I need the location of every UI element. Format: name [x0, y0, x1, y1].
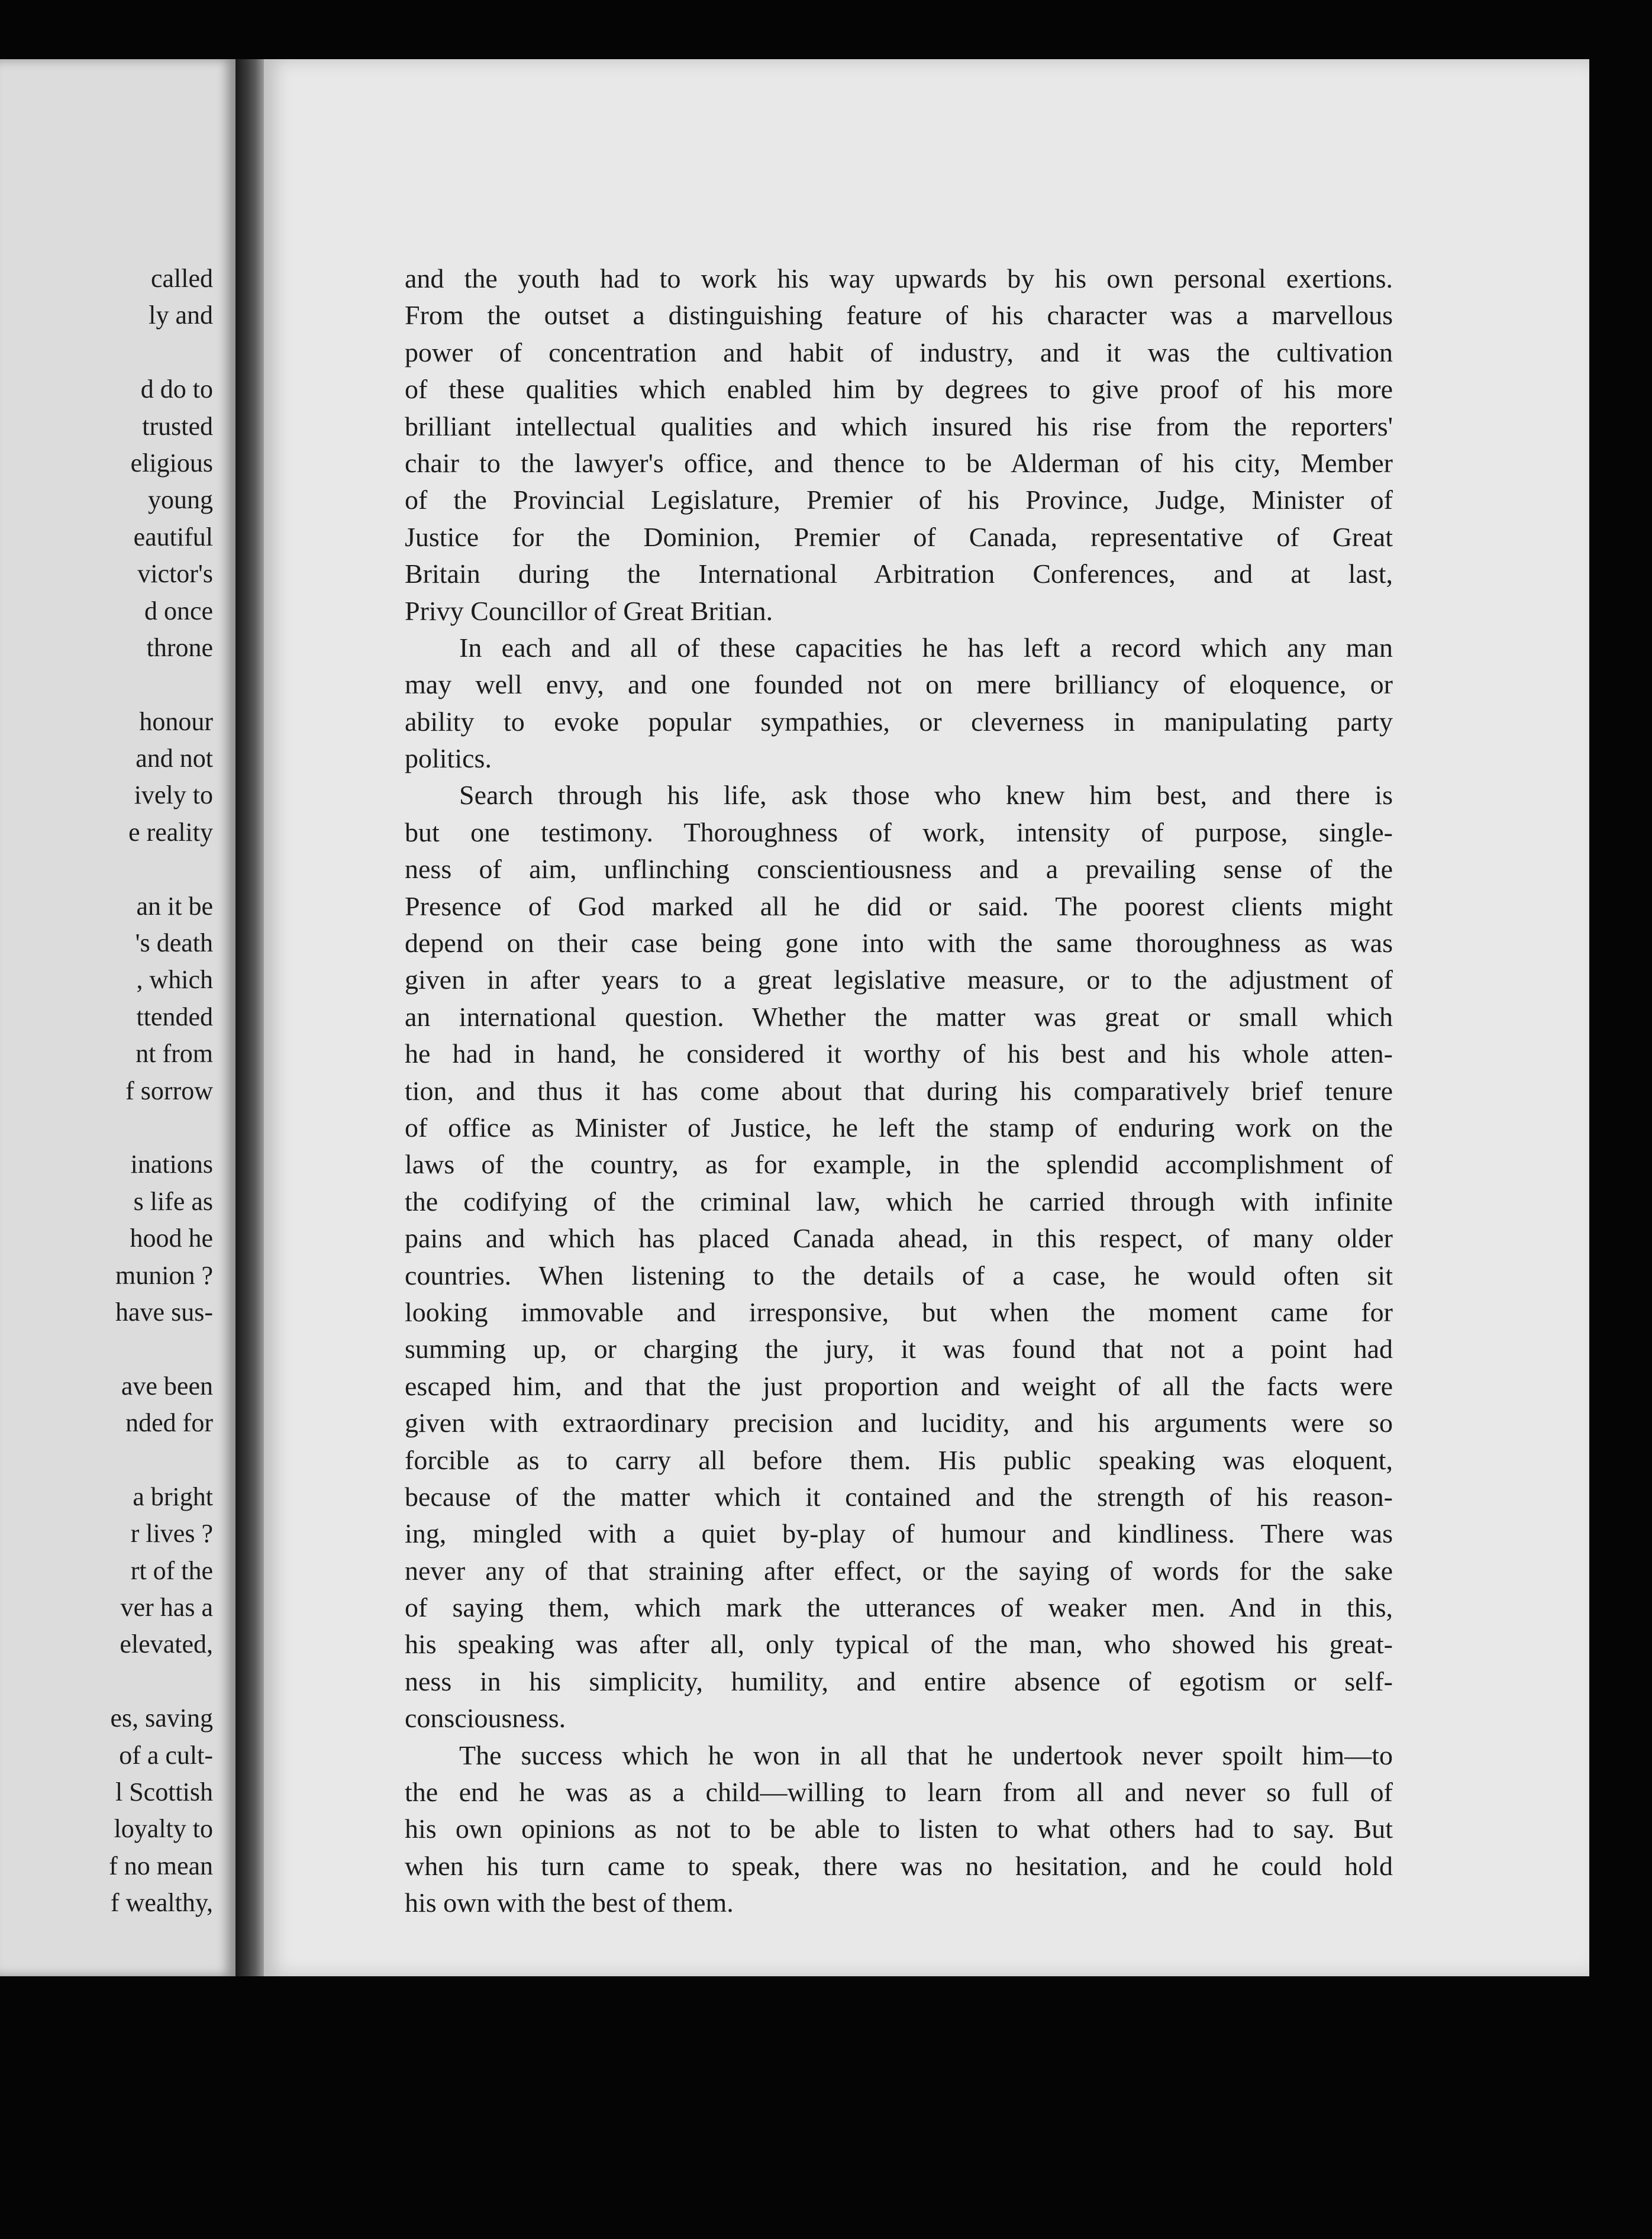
left-page-line: young — [148, 485, 213, 515]
left-page-line — [0, 1331, 213, 1367]
text-line: ability to evoke popular sympathies, or cleverness in manipulating party — [405, 706, 1393, 737]
left-page-line: a bright — [133, 1482, 213, 1511]
left-page-line: nded for — [125, 1408, 213, 1438]
left-page-line: of a cult- — [119, 1740, 213, 1770]
left-page-edge — [0, 59, 235, 1976]
left-page-line — [0, 1442, 213, 1479]
text-line: politics. — [405, 743, 492, 774]
text-line: given with extraordinary precision and lucidity, and his arguments were so — [405, 1408, 1393, 1438]
left-page-line: ly and — [149, 301, 213, 330]
left-page-line: r lives ? — [130, 1519, 213, 1548]
text-line: Presence of God marked all he did or said. The poorest clients might — [405, 891, 1393, 921]
left-page-line: d once — [144, 596, 213, 625]
text-line: pains and which has placed Canada ahead, in this respect, of many older — [405, 1223, 1393, 1254]
text-line: his own with the best of them. — [405, 1888, 734, 1918]
left-page-line: l Scottish — [115, 1777, 213, 1807]
text-line: countries. When listening to the details of a case, he would often sit — [405, 1260, 1393, 1291]
text-line: may well envy, and one founded not on mere brilliancy of eloquence, or — [405, 669, 1393, 700]
left-page-line — [0, 666, 213, 703]
text-line: forcible as to carry all before them. His public speaking was eloquent, — [405, 1444, 1393, 1475]
left-page-line: nt from — [135, 1039, 213, 1069]
text-line: when his turn came to speak, there was no hesitation, and he could hold — [405, 1850, 1393, 1881]
text-line: summing up, or charging the jury, it was found that not a point had — [405, 1334, 1393, 1364]
article-body — [405, 260, 1393, 1922]
left-page-line: honour — [139, 706, 213, 736]
text-line: of saying them, which mark the utterances of weaker men. And in this, — [405, 1592, 1393, 1623]
left-page-line: f no mean — [109, 1851, 213, 1880]
text-line: consciousness. — [405, 1703, 566, 1734]
left-page-line: d do to — [140, 375, 213, 404]
left-page-line: and not — [135, 744, 213, 773]
left-page-line: s life as — [133, 1186, 213, 1216]
text-line: the codifying of the criminal law, which he carried through with infinite — [405, 1186, 1393, 1217]
text-line: The success which he won in all that he undertook never spoilt him—to — [459, 1740, 1393, 1770]
text-line: chair to the lawyer's office, and thence to be Alderman of his city, Member — [405, 447, 1393, 478]
left-page-line — [0, 1109, 213, 1146]
left-page-line: e reality — [128, 817, 213, 847]
left-page-line: rt of the — [130, 1556, 213, 1585]
text-line: Justice for the Dominion, Premier of Canada, representative of Great — [405, 521, 1393, 552]
left-page-line: trusted — [142, 411, 213, 441]
left-page-line: ver has a — [120, 1593, 213, 1622]
text-line: his own opinions as not to be able to listen to what others had to say. But — [405, 1814, 1393, 1844]
paragraph — [405, 1737, 1393, 1922]
left-page-line: f wealthy, — [110, 1888, 213, 1918]
left-page-line: hood he — [130, 1224, 213, 1253]
text-line: looking immovable and irresponsive, but when the moment came for — [405, 1296, 1393, 1327]
text-line: tion, and thus it has come about that during his comparatively brief tenure — [405, 1075, 1393, 1106]
text-line: ing, mingled with a quiet by-play of humour and kindliness. There was — [405, 1518, 1393, 1549]
text-line: because of the matter which it contained and the strength of his reason- — [405, 1481, 1393, 1512]
left-page-line: called — [150, 264, 213, 293]
left-page-line — [0, 1663, 213, 1700]
right-page — [264, 59, 1589, 1976]
text-line: escaped him, and that the just proportion and weight of all the facts were — [405, 1370, 1393, 1401]
left-page-line: inations — [130, 1150, 213, 1179]
left-page-line: , which — [136, 965, 213, 995]
text-line: Britain during the International Arbitration Conferences, and at last, — [405, 559, 1393, 589]
text-line: In each and all of these capacities he has left a record which any man — [459, 632, 1393, 663]
left-page-line: ave been — [121, 1371, 213, 1401]
text-line: ness of aim, unflinching conscientiousness and a prevailing sense of the — [405, 854, 1393, 885]
left-page-line: eligious — [130, 448, 213, 478]
paragraph — [405, 630, 1393, 777]
left-page-line: es, saving — [110, 1704, 213, 1733]
left-page-line: munion ? — [115, 1260, 213, 1290]
left-page-line — [0, 334, 213, 371]
left-page-line: elevated, — [120, 1630, 213, 1659]
left-page-line: throne — [146, 633, 213, 662]
book-gutter — [235, 59, 264, 1976]
left-page-line: an it be — [136, 891, 213, 921]
text-line: laws of the country, as for example, in the splendid accomplishment of — [405, 1149, 1393, 1180]
left-page-line — [0, 851, 213, 888]
text-line: given in after years to a great legislative measure, or to the adjustment of — [405, 964, 1393, 995]
text-line: ness in his simplicity, humility, and entire absence of egotism or self- — [405, 1666, 1393, 1696]
text-line: brilliant intellectual qualities and which insured his rise from the reporters' — [405, 411, 1393, 441]
text-line: Search through his life, ask those who knew him best, and there is — [459, 780, 1393, 811]
text-line: and the youth had to work his way upwards by his own personal exertions. — [405, 263, 1393, 293]
left-page-line: eautiful — [133, 522, 213, 551]
left-page-line: f sorrow — [125, 1076, 213, 1105]
text-line: never any of that straining after effect, or the saying of words for the sake — [405, 1555, 1393, 1586]
paragraph — [405, 260, 1393, 630]
paragraph — [405, 777, 1393, 1737]
left-page-line: 's death — [135, 928, 213, 958]
text-line: the end he was as a child—willing to learn from all and never so full of — [405, 1777, 1393, 1808]
left-page-line: ively to — [134, 780, 213, 810]
text-line: depend on their case being gone into with the same thoroughness as was — [405, 928, 1393, 959]
text-line: but one testimony. Thoroughness of work, intensity of purpose, single- — [405, 817, 1393, 847]
left-page-line: ttended — [136, 1002, 213, 1031]
left-page-line: loyalty to — [114, 1814, 213, 1844]
left-page-text-fragments — [0, 260, 213, 1922]
text-line: of these qualities which enabled him by degrees to give proof of his more — [405, 374, 1393, 405]
text-line: his speaking was after all, only typical of the man, who showed his great- — [405, 1629, 1393, 1660]
text-line: an international question. Whether the matter was great or small which — [405, 1001, 1393, 1032]
left-page-line: have sus- — [115, 1297, 213, 1327]
text-line: Privy Councillor of Great Britian. — [405, 595, 773, 626]
text-line: From the outset a distinguishing feature of his character was a marvellous — [405, 300, 1393, 331]
left-page-line: victor's — [137, 559, 213, 589]
text-line: power of concentration and habit of industry, and it was the cultivation — [405, 337, 1393, 367]
text-line: of the Provincial Legislature, Premier of his Province, Judge, Minister of — [405, 485, 1393, 515]
text-line: of office as Minister of Justice, he left the stamp of enduring work on the — [405, 1112, 1393, 1143]
text-line: he had in hand, he considered it worthy of his best and his whole atten- — [405, 1038, 1393, 1069]
